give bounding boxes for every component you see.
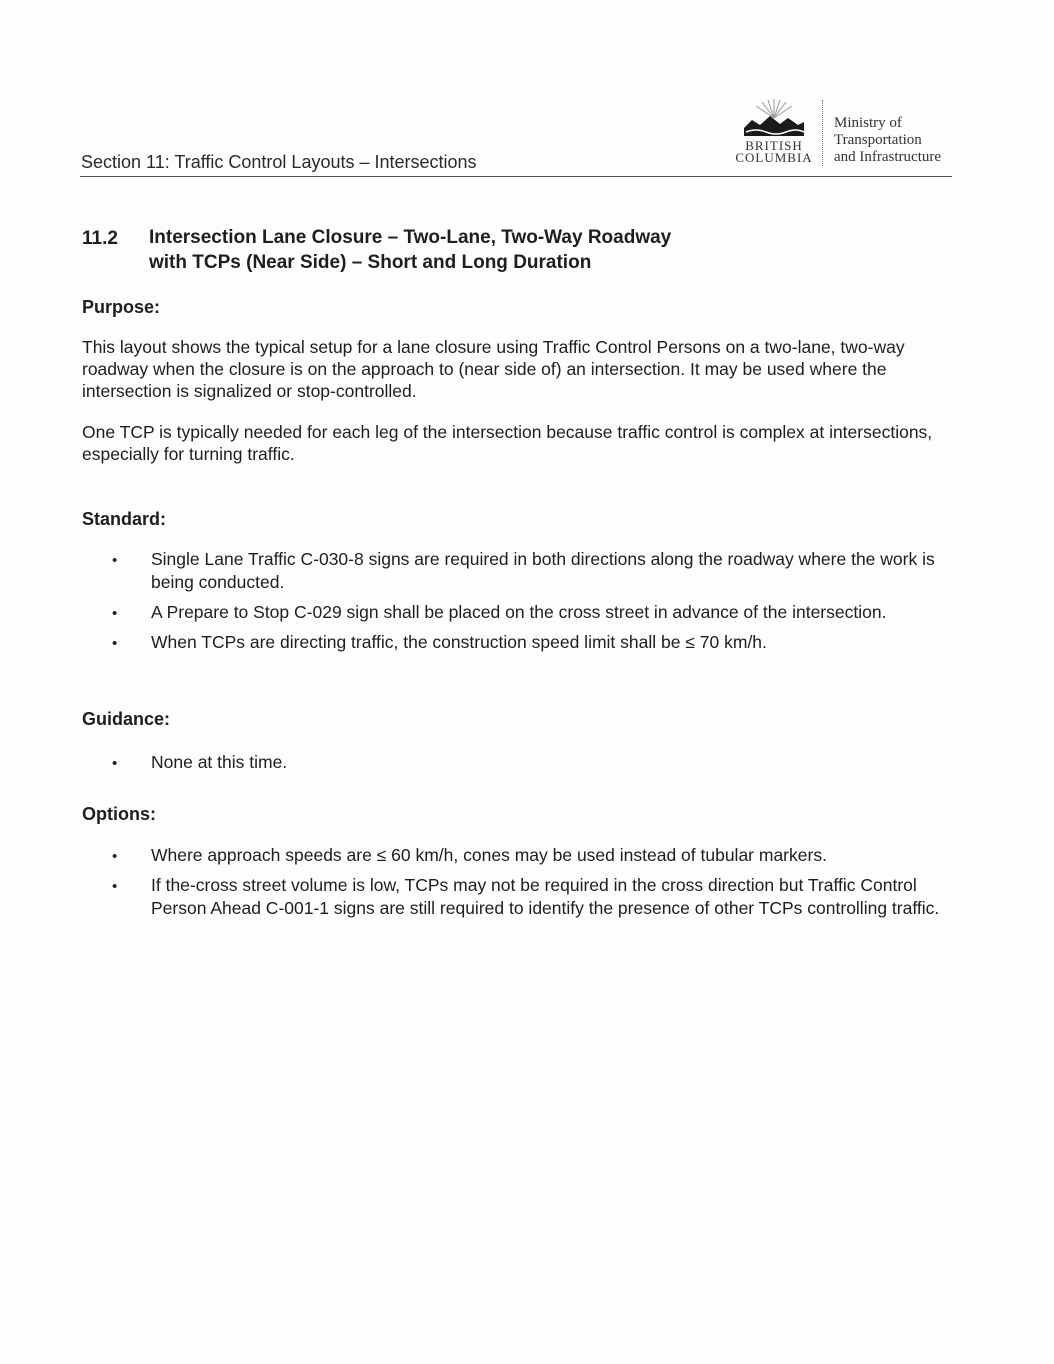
list-item-text: When TCPs are directing traffic, the construction speed limit shall be ≤ 70 km/h. [151, 632, 767, 652]
section-title-line-2: with TCPs (Near Side) – Short and Long Duration [149, 252, 592, 273]
bc-logo [732, 98, 822, 168]
bullet-icon: • [112, 552, 118, 569]
bullet-icon: • [112, 755, 118, 772]
list-item [110, 601, 960, 624]
standard-heading: Standard: [82, 509, 167, 529]
logo-divider [822, 100, 823, 166]
section-header-label: Section 11: Traffic Control Layouts – Intersections [81, 152, 477, 172]
section-title [149, 225, 671, 275]
list-item [110, 844, 960, 867]
header-divider [80, 176, 952, 177]
bc-logo-icon [732, 98, 816, 140]
options-list [110, 844, 960, 920]
section-title-line-1: Intersection Lane Closure – Two-Lane, Two-Way Roadway [149, 227, 672, 248]
standard-list [110, 548, 960, 654]
ministry-line-1: Ministry of [834, 115, 902, 131]
ministry-line-2: Transportation [834, 132, 922, 148]
logo-text-columbia: COLUMBIA [735, 150, 813, 165]
list-item [110, 548, 960, 594]
section-number: 11.2 [82, 228, 118, 249]
purpose-heading: Purpose: [82, 297, 161, 317]
list-item-text: A Prepare to Stop C-029 sign shall be placed on the cross street in advance of the intersection. [151, 602, 887, 622]
bullet-icon: • [112, 848, 118, 865]
guidance-heading: Guidance: [82, 709, 171, 729]
list-item-text: None at this time. [151, 752, 288, 772]
list-item [110, 631, 960, 654]
list-item-text: Where approach speeds are ≤ 60 km/h, cones may be used instead of tubular markers. [151, 845, 827, 865]
bullet-icon: • [112, 605, 118, 622]
list-item-text: Single Lane Traffic C-030-8 signs are required in both directions along the roadway where the work is being conducted. [151, 549, 935, 592]
list-item-text: If the-cross street volume is low, TCPs may not be required in the cross direction but Traffic Control Person Ahead C-001-1 signs are still required to identify the presence of other TCPs controlling traffic. [151, 875, 940, 918]
ministry-line-3: and Infrastructure [834, 149, 942, 165]
purpose-paragraph-1: This layout shows the typical setup for a lane closure using Traffic Control Persons on a two-lane, two-way roadway when the closure is on the approach to (near side of) an intersection. It may be used where the intersection is signalized or stop-controlled. [82, 337, 905, 401]
purpose-paragraph-2: One TCP is typically needed for each leg of the intersection because traffic control is complex at intersections, especially for turning traffic. [82, 422, 933, 464]
options-heading: Options: [82, 804, 156, 824]
logo-text-british: BRITISH [745, 138, 803, 153]
list-item [110, 874, 960, 920]
bullet-icon: • [112, 635, 118, 652]
guidance-list [110, 751, 960, 774]
list-item [110, 751, 960, 774]
ministry-name [834, 115, 941, 166]
bullet-icon: • [112, 878, 118, 895]
